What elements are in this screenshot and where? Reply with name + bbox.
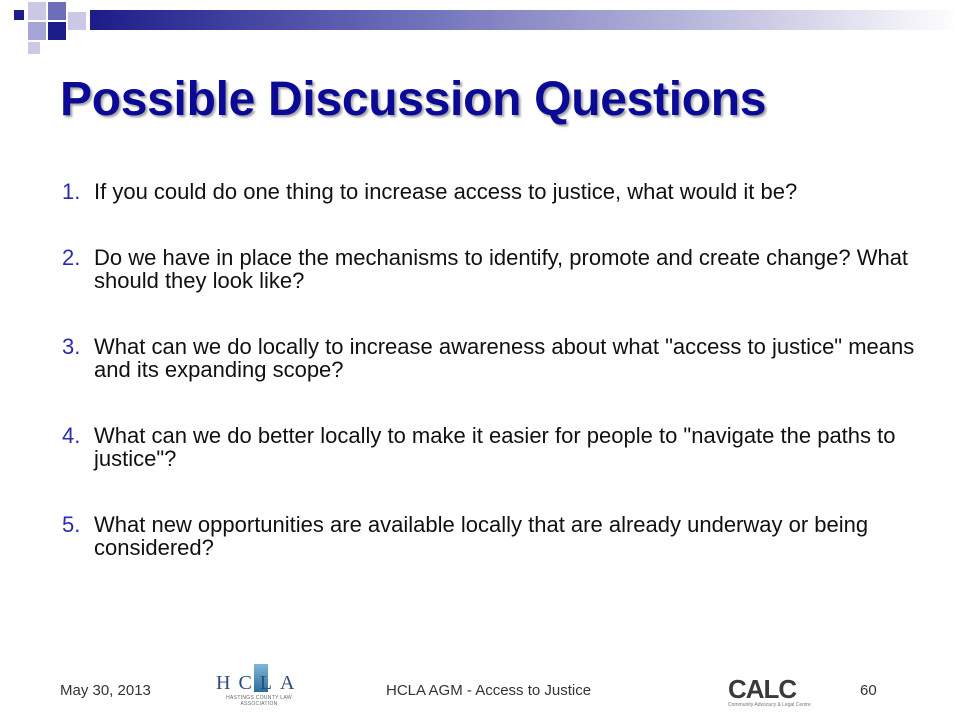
list-item xyxy=(62,246,922,292)
list-item-number: 2. xyxy=(62,245,81,270)
decor-square xyxy=(48,2,66,20)
list-item-number: 5. xyxy=(62,512,81,537)
page-number: 60 xyxy=(860,682,877,699)
hcla-logo-subtext: HASTINGS COUNTY LAW ASSOCIATION xyxy=(226,695,292,707)
list-item-number: 3. xyxy=(62,334,81,359)
list-item xyxy=(62,180,922,203)
footer-center-text: HCLA AGM - Access to Justice xyxy=(386,682,592,699)
calc-logo xyxy=(728,674,818,714)
decor-square xyxy=(28,2,46,20)
list-item xyxy=(62,513,922,559)
decor-square xyxy=(68,12,86,30)
list-item-text: What can we do better locally to make it easier for people to "navigate the paths to justice"? xyxy=(94,423,896,471)
calc-logo-subtext: Community Advocacy & Legal Centre xyxy=(728,702,811,708)
hcla-logo-text: HCLA xyxy=(216,672,303,694)
list-item xyxy=(62,335,922,381)
list-item-text: If you could do one thing to increase access to justice, what would it be? xyxy=(94,179,798,204)
header-decoration xyxy=(0,0,960,56)
slide-title: Possible Discussion Questions xyxy=(60,73,767,126)
footer-date: May 30, 2013 xyxy=(60,682,151,699)
list-item-number: 1. xyxy=(62,179,81,204)
decor-square xyxy=(28,42,40,54)
decor-square xyxy=(48,22,66,40)
list-item-text: What can we do locally to increase awareness about what "access to justice" means and its expanding scope? xyxy=(94,334,915,382)
hcla-logo xyxy=(216,664,302,708)
decor-square xyxy=(28,22,46,40)
list-item-text: Do we have in place the mechanisms to identify, promote and create change? What should they look like? xyxy=(94,245,909,293)
list-item xyxy=(62,424,922,470)
calc-logo-text: CALC xyxy=(728,674,797,704)
question-list xyxy=(62,180,922,602)
list-item-number: 4. xyxy=(62,423,81,448)
decor-square xyxy=(14,10,24,20)
list-item-text: What new opportunities are available locally that are already underway or being considered? xyxy=(94,512,869,560)
header-gradient-bar xyxy=(90,10,960,30)
